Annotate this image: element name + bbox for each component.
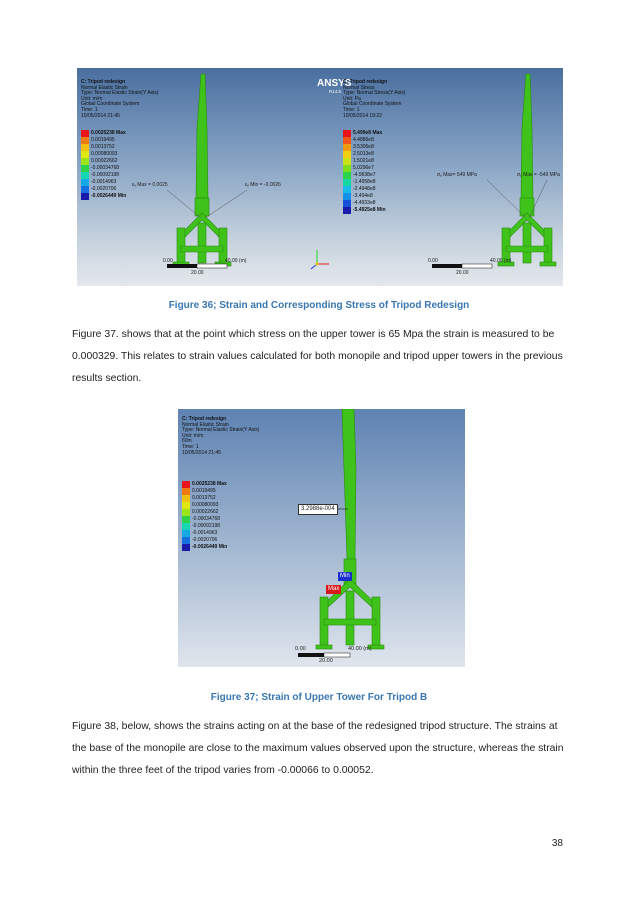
- fig37-info-line: 10/05/2014 21:45: [182, 449, 221, 456]
- right-info-line: 10/05/2014 18:22: [343, 112, 382, 119]
- fig37-legend-label: -0.00092198: [192, 523, 221, 529]
- probe-label: 3.2988e-004: [298, 504, 338, 515]
- paragraph-2: Figure 38, below, shows the strains acting on at the base of the redesigned tripod structure. The strains at the base of the monopile are close to the maximum values observed upon the structure, whereas the strain within the three feet of the tripod varies from -0.00066 to 0.00052.: [72, 721, 564, 776]
- fig37-info-line: C: Tripod redesign: [182, 416, 227, 422]
- fig37-legend-label: -0.0014963: [192, 530, 218, 536]
- left-info-line: Unit: m/m: [81, 95, 103, 102]
- right-legend-label: 4.4886e8: [353, 137, 374, 143]
- scale-bars: [167, 264, 492, 268]
- left-info-line: Time: 1: [81, 106, 98, 113]
- left-legend-label: -0.00092198: [91, 172, 120, 178]
- triad-icon: [311, 250, 329, 269]
- right-legend-label: -4.4933e8: [353, 200, 376, 206]
- left-legend-label: 0.00080093: [91, 151, 118, 157]
- tripod-structures: [77, 68, 563, 286]
- left-legend-label: 0.00022662: [91, 158, 118, 164]
- fig37-scale-label-20: 20.00: [319, 658, 333, 664]
- left-info-line: Normal Elastic Strain: [81, 84, 128, 91]
- right-info-line: Global Coordinate System: [343, 101, 402, 108]
- right-legend-label: 2.5013e8: [353, 151, 374, 157]
- left-scale-label-0: 0.00: [163, 258, 173, 264]
- fig37-info-line: 60m: [182, 438, 192, 445]
- fig37-info-line: Unit: m/m: [182, 432, 204, 439]
- fig37-info-line: Normal Elastic Strain: [182, 421, 229, 428]
- right-info-line: C: Tripod redesign: [343, 79, 388, 85]
- left-annotation-max: εᵧ Max = 0.0025: [132, 182, 168, 188]
- left-legend-label: -0.0026449 Min: [91, 193, 127, 199]
- left-info-line: 10/05/2014 21:45: [81, 112, 120, 119]
- max-tag: Max: [328, 586, 340, 592]
- right-legend-label: -4.9638e7: [353, 172, 376, 178]
- right-legend-label: -3.494e8: [353, 193, 373, 199]
- right-legend-label: -1.4958e8: [353, 179, 376, 185]
- left-legend-label: -0.0014963: [91, 179, 117, 185]
- fig37-legend-label: 0.00080093: [192, 502, 219, 508]
- right-legend-label: 5.0296e7: [353, 165, 374, 171]
- fig37-scale-label-0: 0.00: [295, 646, 306, 652]
- ansys-logo: ANSYS: [317, 78, 352, 89]
- left-scale-label-40: 40.00 (m): [225, 258, 247, 264]
- left-legend-label: 0.0019495: [91, 137, 115, 143]
- fig37-legend-label: -0.00034768: [192, 516, 221, 522]
- fig37-legend-label: 0.0025238 Max: [192, 481, 227, 487]
- fig37-info-line: Type: Normal Elastic Strain(Y Axis): [182, 427, 260, 434]
- ansys-version: R14.5: [329, 89, 342, 94]
- annotation-leader-lines: [167, 180, 547, 218]
- left-info-line: Type: Normal Elastic Strain(Y Axis): [81, 90, 159, 97]
- right-legend-label: -5.4925e8 Min: [353, 207, 386, 213]
- min-tag: Min: [340, 573, 350, 579]
- fig37-legend-label: 0.00022662: [192, 509, 219, 515]
- left-info-line: Global Coordinate System: [81, 101, 140, 108]
- figure-37-caption: Figure 37; Strain of Upper Tower For Tripod B: [210, 692, 428, 703]
- right-tripod: [498, 74, 556, 266]
- figure-37-image: [178, 409, 465, 667]
- fig37-scale-label-40: 40.00 (m): [348, 646, 372, 652]
- right-legend-label: 5.499e8 Max: [353, 130, 383, 136]
- right-info-line: Unit: Pa: [343, 95, 361, 102]
- right-scale-label-20: 20.00: [456, 270, 469, 276]
- fig37-legend-label: -0.0026449 Min: [192, 544, 228, 550]
- left-info-line: C: Tripod redesign: [81, 79, 126, 85]
- fig37-legend-label: 0.0019495: [192, 488, 216, 494]
- right-legend-label: -2.4948e8: [353, 186, 376, 192]
- page-number: 38: [551, 838, 563, 849]
- right-info-line: Type: Normal Stress(Y Axis): [343, 90, 406, 97]
- left-tripod: [173, 74, 231, 266]
- left-legend-label: 0.0013752: [91, 144, 115, 150]
- fig37-structure: [178, 409, 465, 667]
- figure-36-caption: Figure 36; Strain and Corresponding Stress of Tripod Redesign: [168, 300, 470, 311]
- right-info-line: Time: 1: [343, 106, 360, 113]
- right-legend-label: 1.5021e8: [353, 158, 374, 164]
- right-annotation-max: σᵧ Max= 549 MPa: [437, 172, 477, 178]
- left-annotation-min: εᵧ Min = -0.0026: [245, 182, 281, 188]
- left-legend-label: 0.0025238 Max: [91, 130, 126, 136]
- right-scale-label-0: 0.00: [428, 258, 438, 264]
- fig37-info-line: Time: 1: [182, 443, 199, 450]
- left-legend-label: -0.0020706: [91, 186, 117, 192]
- right-annotation-min: σᵧ Max = -549 MPa: [517, 172, 560, 178]
- fig37-legend-label: 0.0013752: [192, 495, 216, 501]
- figure-36-image: [77, 68, 563, 286]
- right-scale-label-40: 40.00 (m): [490, 258, 512, 264]
- paragraph-1: Figure 37. shows that at the point which stress on the upper tower is 65 Mpa the strain is measured to be 0.000329. This relates to strain values calculated for both monopile and tripod upper towers in the previous results section.: [72, 329, 563, 384]
- left-scale-label-20: 20.00: [191, 270, 204, 276]
- right-info-line: Normal Stress: [343, 84, 375, 91]
- left-legend-label: -0.00034768: [91, 165, 120, 171]
- fig37-legend-label: -0.0020706: [192, 537, 218, 543]
- right-legend-label: 3.5305e8: [353, 144, 374, 150]
